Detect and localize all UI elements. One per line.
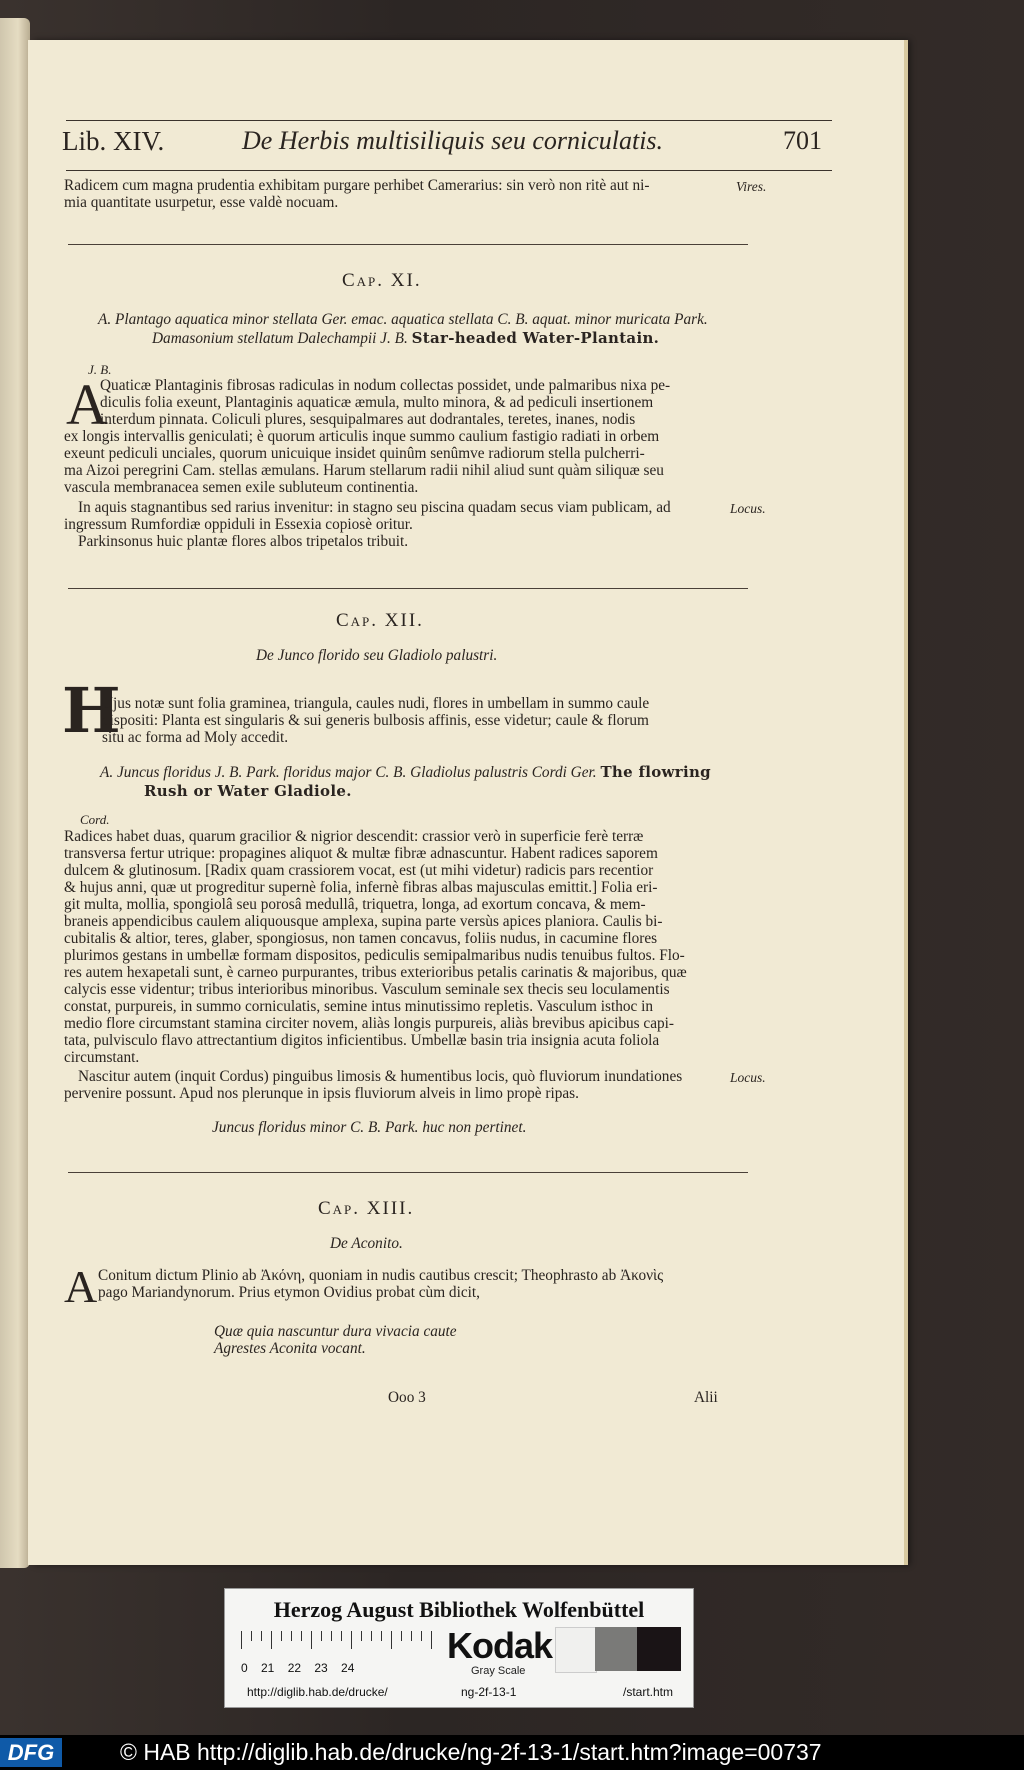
cap11-body-3: interdum pinnata. Coliculi plures, sesquipalmares aut dodrantales, teretes, inanes, nodis <box>100 411 636 428</box>
catchword: Alii <box>694 1389 718 1406</box>
chapter-heading-11: Cap. XI. <box>342 270 422 291</box>
cap11-body-4: ex longis intervallis geniculati; è quorum articulis inque summo caulium fastigio radiati in orbem <box>64 428 660 445</box>
header-bottom-rule <box>66 170 832 171</box>
section-separator <box>68 1172 748 1173</box>
cap12-source: Cord. <box>80 812 110 827</box>
card-url-id: ng-2f-13-1 <box>461 1685 517 1699</box>
header-top-rule <box>66 120 832 121</box>
cap11-english-name: Star-headed Water-Plantain. <box>411 329 660 347</box>
color-target-card <box>224 1588 694 1708</box>
cap12-locus-2: pervenire possunt. Apud nos plerunque in ipsis fluviorum alveis in limo propè ripas. <box>64 1085 579 1102</box>
cap12-intro-2: dispositi: Planta est singularis & sui generis bulbosis affinis, esse videtur; caule & florum <box>102 712 649 729</box>
chapter-heading-12: Cap. XII. <box>336 610 424 631</box>
running-header <box>62 126 822 166</box>
cap13-line-2: pago Mariandynorum. Prius etymon Ovidius probat cùm dicit, <box>98 1284 480 1301</box>
cap11-body-7: vascula membranacea semen exile subluteum continentia. <box>64 479 419 496</box>
cap11-synonym-latin: Damasonium stellatum Dalechampii J. B. <box>152 330 408 347</box>
cap11-body-6: ma Aizoi peregrini Cam. stellas æmulans. Harum stellarum radii nihil aliud sunt quàm siliquæ seu <box>64 462 664 479</box>
margin-note-vires: Vires. <box>736 179 767 194</box>
library-name: Herzog August Bibliothek Wolfenbüttel <box>273 1597 645 1622</box>
ruler-numbers: 0 21 22 23 24 <box>241 1661 355 1675</box>
chapter-heading-13: Cap. XIII. <box>318 1198 415 1219</box>
gray-scale-label: Gray Scale <box>471 1665 526 1677</box>
vires-line-2: mia quantitate usurpetur, esse valdè nocuam. <box>64 194 339 211</box>
cap11-locus-1: In aquis stagnantibus sed rarius invenitur: in stagno seu piscina quadam secus viam publicam, ad <box>78 499 671 516</box>
cap12-body-14: circumstant. <box>64 1049 140 1066</box>
page-number: 701 <box>783 126 822 155</box>
dfg-logo: DFG <box>0 1738 62 1767</box>
cap13-line-1: Conitum dictum Plinio ab Ἀκόνη, quoniam in nudis cautibus crescit; Theophrasto ab Ἀκονὶς <box>98 1267 664 1284</box>
vires-line-1: Radicem cum magna prudentia exhibitam purgare perhibet Camerarius: sin verò non ritè aut ni- <box>64 177 650 194</box>
cap11-body-1: Quaticæ Plantaginis fibrosas radiculas in nodum collectas possidet, unde palmaribus nixa pe- <box>100 377 671 394</box>
section-separator <box>68 244 748 245</box>
signature-mark: Ooo 3 <box>388 1389 426 1406</box>
cap12-drop-cap: H <box>62 674 121 747</box>
cap11-body-2: diculis folia exeunt, Plantaginis aquaticæ æmula, multo minora, & ad pediculi insertionem <box>100 394 654 411</box>
cap11-synonyms-2 <box>152 330 659 348</box>
cap12-body-2: transversa fertur utrique: propagines aliquot & multæ fibræ adnascuntur. Habent radices saporem <box>64 845 658 862</box>
cap12-synonym-latin: A. Juncus floridus J. B. Park. floridus major C. B. Gladiolus palustris Cordi Ger. <box>100 764 597 781</box>
margin-note-locus-11: Locus. <box>730 501 766 516</box>
cap12-body-9: res autem hexapetali sunt, è carneo purpurantes, tribus exterioribus petalis carinatis & majoribus, quæ <box>64 964 687 981</box>
cap12-body-4: & hujus anni, quæ ut progreditur supernè folia, infernè fibras albas majusculas emittit.] Folia eri- <box>64 879 658 896</box>
cap12-body-12: medio flore circumstant stamina circiter novem, aliàs longis purpureis, aliàs brevibus apicibus capi- <box>64 1015 674 1032</box>
cap12-subtitle: De Junco florido seu Gladiolo palustri. <box>256 647 498 664</box>
kodak-logo: Kodak <box>447 1625 553 1666</box>
margin-note-locus-12: Locus. <box>730 1070 766 1085</box>
cap12-english-name-2: Rush or Water Gladiole. <box>144 782 352 800</box>
cap12-body-13: tata, pulvisculo flavo attrectantium digitos inficientibus. Umbellæ basin tria insignia acuta foliola <box>64 1032 660 1049</box>
measurement-ruler <box>241 1631 431 1675</box>
cap13-subtitle: De Aconito. <box>330 1235 403 1252</box>
cap13-drop-cap: A <box>64 1261 98 1312</box>
cap12-body-11: constat, purpureis, in summo corniculatis, semine intus minutissimo repletis. Vasculum isthoc in <box>64 998 654 1015</box>
cap12-body-1: Radices habet duas, quarum gracilior & nigrior descendit: crassior verò in superficie ferè terræ <box>64 828 644 845</box>
cap12-locus-1: Nascitur autem (inquit Cordus) pinguibus limosis & humentibus locis, quò fluviorum inundationes <box>78 1068 683 1085</box>
cap12-body-5: git multa, mollia, spongiolâ seu porosâ medullâ, triquetra, longa, ad exortum concava, & mem- <box>64 896 646 913</box>
copyright-text: © HAB http://diglib.hab.de/drucke/ng-2f-13-1/start.htm?image=00737 <box>120 1739 822 1765</box>
facing-page-edge <box>0 18 30 1568</box>
card-url-page: /start.htm <box>623 1685 674 1699</box>
cap11-source: J. B. <box>88 362 112 377</box>
cap11-synonyms-1: A. Plantago aquatica minor stellata Ger. emac. aquatica stellata C. B. aquat. minor muricata Park. <box>98 311 708 328</box>
cap11-locus-2: ingressum Rumfordiæ oppiduli in Essexia copiosè oritur. <box>64 516 413 533</box>
cap12-body-3: dulcem & glutinosum. [Radix quam crassiorem vocat, est (ut mihi videtur) radicis pars recentior <box>64 862 654 879</box>
cap12-body-8: plurimos gestans in umbellæ formam dispositos, pediculis semipalmaribus nudis tenuibus fultos. Flo- <box>64 947 685 964</box>
cap12-intro-3: situ ac forma ad Moly accedit. <box>102 729 289 746</box>
cap13-verse-1: Quæ quia nascuntur dura vivacia caute <box>214 1323 457 1340</box>
cap12-intro-1: Ujus notæ sunt folia graminea, triangula, caules nudi, flores in umbellam in summo caule <box>102 695 650 712</box>
cap11-parkinson: Parkinsonus huic plantæ flores albos tripetalos tribuit. <box>78 533 409 550</box>
cap12-body-7: cubitalis & altior, teres, glaber, spongiosus, non tamen concavus, foliis nudus, in cacumine flores <box>64 930 658 947</box>
running-title: De Herbis multisiliquis seu corniculatis. <box>242 126 664 155</box>
cap12-minor: Juncus floridus minor C. B. Park. huc non pertinet. <box>212 1119 527 1136</box>
book-number: Lib. XIV. <box>62 126 165 156</box>
cap12-english-name-1: The flowring <box>600 763 711 781</box>
book-page <box>28 40 904 1565</box>
cap12-body-10: calycis esse videntur; tribus interioribus minoribus. Vasculum seminale sex thecis seu loculamentis <box>64 981 670 998</box>
cap11-body-5: exeunt pediculi unciales, quorum unicuique insidet quinûm senûmve radiorum stella pulcherri- <box>64 445 645 462</box>
gray-swatch-white <box>555 1627 597 1673</box>
copyright-bar <box>0 1735 1024 1770</box>
gray-swatch-black <box>637 1627 681 1671</box>
card-url-base: http://diglib.hab.de/drucke/ <box>247 1685 388 1699</box>
gray-swatch-mid <box>595 1627 637 1671</box>
cap11-drop-cap: A <box>66 372 108 437</box>
section-separator <box>68 588 748 589</box>
cap12-body-6: braneis appendicibus caulem aliquousque amplexa, supina parte versùs apices planiora. Caulis bi- <box>64 913 663 930</box>
cap12-synonyms-1 <box>100 764 711 782</box>
cap13-verse-2: Agrestes Aconita vocant. <box>214 1340 366 1357</box>
